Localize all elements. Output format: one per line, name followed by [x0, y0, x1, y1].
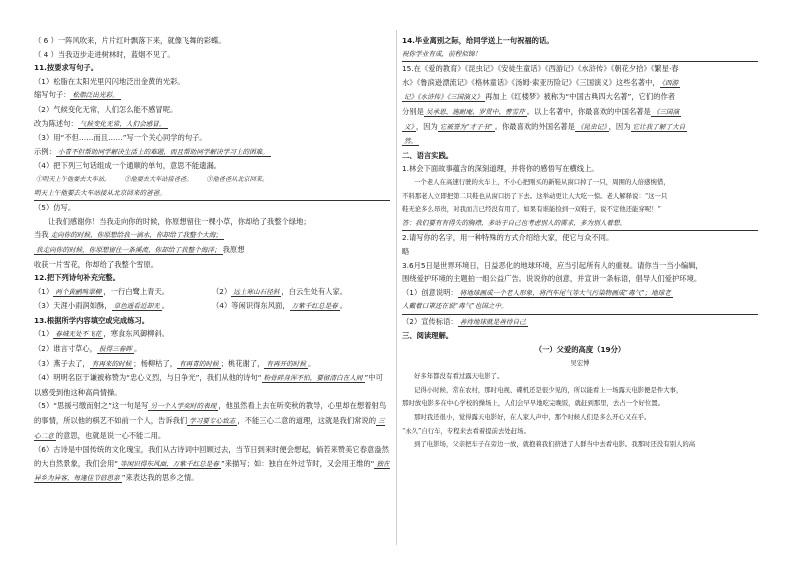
q13-4	[34, 371, 390, 399]
q11-5: （5）仿写。	[34, 203, 76, 213]
handwritten-answer: 走向你的时候，你原想给我一滴水，你却给了我整个大海；	[50, 231, 223, 240]
text: ”中可以感受到他这种高尚情操。	[34, 373, 383, 397]
text: （2）	[212, 286, 232, 296]
text: ，寒食东风御柳斜。	[103, 329, 170, 339]
text: 再加上《红楼梦》被称为“中国古典四大名著”，它们的作者	[485, 92, 676, 102]
q12-row-2	[34, 299, 390, 314]
option-3: ③他爸爸从北京回来。	[206, 175, 269, 183]
q11-4: （4）把下列三句话组成一个通顺的单句，意思不能遗漏。	[34, 161, 222, 171]
answer-prompt: 改为陈述句：	[34, 118, 78, 128]
practice-2: 2.请写你的名字，用一种特殊的方式介绍给大家，使它与众不同。	[402, 233, 614, 243]
text: ”来表达我的	[121, 473, 162, 483]
q13-5	[34, 399, 390, 443]
text: ”来描写；如：独自在外过节时，又会用王维的“	[220, 458, 375, 468]
text: ，他虽然看上去在听奕秋的教导，	[218, 401, 328, 411]
q14-answer: 祝你学业有成，前程似锦！	[402, 48, 758, 63]
practice-1-answer: 答：我们要有有得失的胸襟，多站于自己也考虑别人的需求，多为别人着想。	[402, 217, 758, 232]
question-14-title: 14.毕业离别之际，给同学送上一句祝福的话。	[402, 36, 554, 45]
handwritten-answer: 义》	[404, 122, 414, 131]
answer-prompt: 缩写句子：	[34, 90, 71, 100]
text: （3）天涯小雨润如酥，	[34, 301, 112, 311]
handwritten-answer: 我走向你的时候，你原想留住一条溪流，你却给了我整个海洋；	[36, 245, 221, 254]
article-para-2: 记得小时候，常在农村，那时电视、碟机还是很少见的，所以能看上一场露天电影便是件大事，	[414, 385, 683, 394]
article-para-3b: “永久”自行车，专程来去看着提前去处赶场。	[402, 426, 530, 435]
section-2-title: 二、语言实践。	[402, 150, 454, 160]
practice-3-creative-cont: 人戴着口罩还在说“毒气”也国之中。	[402, 300, 758, 315]
text: ，白云生处有人家。	[281, 286, 348, 296]
handwritten-answer: 草色遥看近却无	[113, 302, 160, 311]
text: 。	[134, 344, 142, 354]
right-column	[402, 34, 758, 452]
handwritten-answer: 松脂泛出光彩。	[72, 91, 119, 100]
text: ，一行白鹭上青天。	[103, 286, 170, 296]
q11-4-options	[34, 173, 390, 187]
q15-line-3	[402, 90, 758, 105]
text: ；杨柳枯了，	[133, 358, 178, 368]
practice-3-line-1: 3.6月5日是世界环境日，日益恶化的地球环境，应当引起所有人的重视。请你当一当小编辑，	[402, 260, 703, 270]
handwritten-answer: 报得三春晖	[99, 345, 132, 354]
handwritten-answer: 《昆虫记》	[576, 122, 607, 131]
practice-3-line-2: 围绕爱护环境的主题拍一组公益广告。说说你的创意，并宣讲一条标语，倡导人们爱护环境。	[402, 274, 702, 284]
question-12-title: 12.把下列诗句补充完整。	[34, 273, 120, 283]
q11-3: （3）用“不但……而且……”写一个关心同学的句子。	[34, 133, 207, 143]
handwritten-answer: 三心二意	[34, 417, 385, 440]
handwritten-answer: 远上寒山石径斜	[233, 287, 280, 296]
story-line-2: 不料那老人立即把第二只鞋也从窗口扔了下去。这举动更让人大吃一惊。老人解释说：“这一只	[402, 191, 668, 200]
handwritten-answer: 记》《水浒传》《三国演义》	[404, 93, 484, 102]
story-line-1: 一个老人在高速行驶的火车上，不小心把刚买的新鞋从窗口掉了一只，周围的人倍感惋惜，	[414, 177, 670, 186]
text: （6）古诗是中国传统的文化瑰宝，我们从古诗词中回顾过去，当节日到来时便会想起，倘若	[34, 445, 331, 455]
q13-2	[34, 342, 390, 357]
handwritten-answer: 吴承恩、施耐庵、罗贯中、曹雪芹	[425, 107, 525, 116]
q11-5-text-3	[34, 243, 390, 258]
text: （2）宣传标语：	[402, 316, 458, 326]
story-passage	[402, 176, 758, 217]
q15-line-2	[402, 76, 758, 91]
text: （5）“思援弓缴而射之”这一句是写	[34, 401, 149, 411]
article-para-1: 好多年都没有看过露天电影了。	[414, 372, 504, 381]
article-para-2b: 那时放电影多在中心学校的操场上，人们会早早地吃完晚饭，就赶到那里，去占一个好位置。	[402, 399, 665, 408]
text: （4）明明名臣于谦被称赞为“忠心义烈，与日争光”，我们从他的诗句“	[34, 373, 262, 383]
article-para-3: 那时我还很小，觉得露天电影好，在人家人声中，那个时候人们是多么开心又在乎。	[414, 413, 651, 422]
q13-6	[34, 443, 390, 486]
handwritten-answer: 两个黄鹂鸣翠柳	[55, 287, 102, 296]
q15-line-4	[402, 105, 758, 120]
left-column	[34, 34, 390, 486]
practice-1: 1.林会下面故事蕴含的深刻道理，并将你的感悟写在横线上。	[402, 164, 599, 174]
q11-5-text-2	[34, 228, 390, 243]
text: ，因为	[608, 121, 631, 131]
text: 。	[307, 358, 316, 368]
text: （1）	[34, 329, 54, 339]
text: 。	[161, 301, 170, 311]
order-item-4: （ 4 ）当我迈步走进树林时，蓝烟不见了。	[34, 49, 175, 59]
q13-3	[34, 357, 390, 372]
handwritten-answer: 《三国演	[652, 107, 680, 116]
question-13-title: 13.根据所学内容填空或完成练习。	[34, 315, 150, 325]
handwritten-answer: 气候变化无常，人们会感冒。	[79, 119, 166, 128]
article-body	[402, 370, 758, 452]
q12-row-1	[34, 285, 390, 300]
handwritten-answer: 有再青的时候	[179, 359, 219, 368]
text: 的意思，也就是说一心不能二用。	[55, 430, 166, 440]
handwritten-answer: 小青不但帮助同学解决生活上的难题，而且帮助同学解决学习上的困难。	[57, 147, 269, 156]
text: 来赞美它春意盎然的大自然景象，我们会用“	[34, 445, 389, 468]
handwritten-answer: 有再来的时候	[91, 359, 132, 368]
text: 。	[339, 301, 348, 311]
option-1: ①明天上午他要去大车站。	[36, 175, 111, 183]
column-divider	[396, 30, 397, 545]
text: （1）创意说明：	[402, 287, 458, 297]
text: 当我	[34, 230, 49, 240]
article-author: 吴宏博	[570, 358, 590, 367]
text: （4）等闲识得东风面，	[212, 301, 290, 311]
question-11-title: 11.按要求写句子。	[34, 63, 99, 73]
text: 我原想	[222, 244, 245, 254]
handwritten-answer: 有再开的时候	[266, 359, 306, 368]
text: （3）燕子去了，	[34, 358, 90, 368]
text: （1）	[34, 286, 54, 296]
handwritten-answer: 粉骨碎身浑不怕，要留清白在人间	[263, 374, 363, 383]
q15-line-1: 15.在《爱的教育》《昆虫记》《安徒生童话》《西游记》《水浒传》《朝花夕拾》《繁星·春	[402, 64, 679, 74]
q15-line-6	[402, 134, 758, 149]
q11-2-answer-line	[34, 117, 390, 132]
story-line-3: 鞋无论多么昂贵，对我而言已经没有用了，如果有谁能捡到一双鞋子，说不定他还能穿呢！”	[402, 205, 661, 214]
q11-2: （2）气候变化无常，人们怎么能不感冒呢。	[34, 104, 178, 114]
article-para-4: 到了电影场，父亲把车子在旁边一放，就抱着我们挤进了人群当中去看电影。我那时还没有别人的高	[414, 440, 696, 449]
handwritten-answer: 春城无处不飞花	[55, 330, 102, 339]
handwritten-answer: 它让我了解了大自	[632, 122, 686, 131]
text: 心里却在想着射鸟的事情，所以他的棋艺不如前一个人，告诉我们	[34, 401, 387, 426]
text: 水》《鲁滨逊漂流记》《格林童话》《汤姆·索亚历险记》《三国演义》这些名著中，	[402, 77, 660, 87]
text: 分别是	[402, 106, 424, 116]
q11-1-answer-line	[34, 88, 390, 103]
order-item-6: （ 6 ）一阵风吹来，片片红叶飘落下来，就像飞舞的彩蝶。	[34, 36, 226, 45]
text: ；桃花谢了，	[220, 358, 265, 368]
handwritten-answer: 独在异乡为异客，每逢佳节倍思亲	[34, 459, 390, 483]
q11-3-answer-line	[34, 145, 390, 160]
handwritten-answer: 善待地球就是善待自己	[459, 317, 526, 326]
handwritten-answer: 它被誉为“才子书”	[439, 122, 493, 131]
practice-3-slogan	[402, 315, 758, 330]
text: 。以上名著中，你最喜欢的中国名著是	[526, 106, 651, 116]
q13-1	[34, 327, 390, 342]
text: 思乡之情。	[161, 473, 199, 483]
q11-1: （1）松脂在太阳光里闪闪地泛出金黄的光彩。	[34, 76, 185, 86]
handwritten-answer: 万紫千红总是春	[291, 302, 338, 311]
handwritten-answer: 《西游	[661, 78, 679, 87]
practice-2-answer: 略	[402, 246, 410, 256]
handwritten-answer: 等闲识得东风面，万紫千红总是春	[120, 459, 219, 468]
handwritten-answer: 学习要专心致志	[189, 417, 236, 426]
handwritten-answer: 然。	[404, 137, 418, 146]
text: 。你最喜欢的外国名著是	[494, 121, 575, 131]
option-2: ②他要去大车站接爸爸。	[124, 175, 193, 183]
practice-3-creative	[402, 286, 758, 301]
section-3-title: 三、阅读理解。	[402, 331, 454, 341]
text: ，不能三心二意的道理，这就是我们常说的	[237, 416, 377, 426]
handwritten-answer: 另一个人学奕时的表现	[150, 402, 217, 411]
handwritten-answer: 将地球画成一个老人形象，将汽车尾气等大气污染物画成“毒气”；地球老	[459, 288, 671, 297]
article-heading: （一）父爱的高度（19分）	[534, 345, 626, 355]
answer-prompt: 示例：	[34, 146, 56, 156]
q11-5-text-1: 让我们感谢你！当我走向你的时候，你原想留住一棵小草，你却给了我整个绿地；	[48, 216, 311, 226]
text: （2）谁言寸草心，	[34, 344, 98, 354]
text: ，因为	[415, 121, 438, 131]
q15-line-5	[402, 120, 758, 135]
q11-4-answer: 明天上午他要去大车站接从北京回来的爸爸。	[34, 187, 390, 202]
q11-5-text-4: 收获一片雪花，你却给了我整个雪原。	[34, 259, 159, 269]
